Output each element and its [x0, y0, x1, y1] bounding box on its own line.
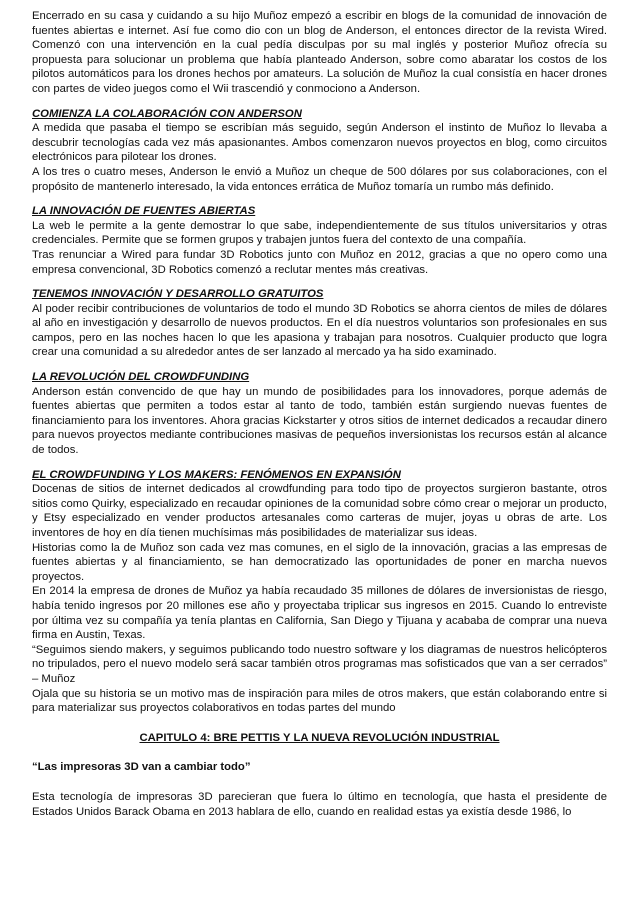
section-paragraph: La web le permite a la gente demostrar lo que sabe, independientemente de sus títulos universitarios y otras credenciales. Permite que se formen grupos y trabajen juntos fuera del contexto de una compañía. — [32, 219, 607, 247]
section-paragraph: Anderson están convencido de que hay un mundo de posibilidades para los innovadores, porque además de fuentes abiertas que permiten a todos estar al tanto de todo, también están surgiendo nuevas fuentes de financiamiento para los inventores. Ahora gracias Kickstarter y otros sitios de internet dedicados a recaudar dinero para nuevos proyectos mediante contribuciones masivas de pequeños inversionistas los recursos están al alcance de todos. — [32, 385, 607, 457]
chapter-paragraph: Esta tecnología de impresoras 3D parecieran que fuera lo último en tecnología, que hasta el presidente de Estados Unidos Barack Obama en 2013 hablara de ello, cuando en realidad estas ya existía desde 1986, lo — [32, 790, 607, 818]
section-paragraph: A los tres o cuatro meses, Anderson le envió a Muñoz un cheque de 500 dólares por sus colaboraciones, con el propósito de mantenerlo interesado, la vida entonces errática de Muñoz tomaría un rumbo más definido. — [32, 165, 607, 193]
spacer — [32, 458, 607, 468]
spacer — [32, 97, 607, 107]
section-heading-colaboracion: COMIENZA LA COLABORACIÓN CON ANDERSON — [32, 107, 302, 120]
spacer — [32, 194, 607, 204]
section-heading-fuentes-abiertas: LA INNOVACIÓN DE FUENTES ABIERTAS — [32, 205, 256, 218]
spacer — [32, 716, 607, 731]
section-paragraph: Tras renunciar a Wired para fundar 3D Robotics junto con Muñoz en 2012, gracias a que no opero como una empresa convencional, 3D Robotics comenzó a reclutar mentes más creativas. — [32, 248, 607, 276]
section-heading-makers: EL CROWDFUNDING Y LOS MAKERS: FENÓMENOS EN EXPANSIÓN — [32, 468, 401, 481]
section-heading-innovacion-gratuita: TENEMOS INNOVACIÓN Y DESARROLLO GRATUITOS — [32, 288, 324, 301]
section-heading-crowdfunding: LA REVOLUCIÓN DEL CROWDFUNDING — [32, 371, 250, 384]
section-paragraph: Historias como la de Muñoz son cada vez mas comunes, en el siglo de la innovación, gracias a las empresas de fuentes abiertas y al financiamiento, se han democratizado las oportunidades de poner en marcha nuevos proyectos. — [32, 541, 607, 583]
spacer — [32, 745, 607, 760]
chapter-title: CAPITULO 4: BRE PETTIS Y LA NUEVA REVOLUCIÓN INDUSTRIAL — [139, 731, 500, 744]
intro-paragraph: Encerrado en su casa y cuidando a su hijo Muñoz empezó a escribir en blogs de la comunidad de innovación de fuentes abiertas e internet. Así fue como dio con un blog de Anderson, el entonces director de la revista Wired. Comenzó con una intervención en la cual pedía disculpas por su mal inglés y posterior Muñoz ofrecía su propuesta para solucionar un problema que había planteado Anderson, sobre como abaratar los costos de los pilotos automáticos para los drones hechos por amateurs. La solución de Muñoz la cual consistía en hacer drones con partes de video juegos como el Wii trascendió y conmociono a Anderson. — [32, 10, 607, 95]
spacer — [32, 775, 607, 790]
section-paragraph: Al poder recibir contribuciones de voluntarios de todo el mundo 3D Robotics se ahorra cientos de miles de dólares al año en investigación y desarrollo de nuevos productos. En el día nuestros voluntarios son profesionales en sus campos, pero en las noches hacen lo que les apasiona y trabajan para nosotros. Cualquier producto que logra crear una comunidad a su alrededor antes de ser lanzado al mercado ya ha sido examinado. — [32, 302, 607, 359]
spacer — [32, 277, 607, 287]
chapter-quote: “Las impresoras 3D van a cambiar todo” — [32, 761, 251, 774]
section-paragraph: En 2014 la empresa de drones de Muñoz ya había recaudado 35 millones de dólares de inversionistas de riesgo, había tenido ingresos por 20 millones ese año y proyectaba triplicar sus ingresos en 2015. Cuando lo entreviste por última vez su compañía ya tenía plantas en California, San Diego y Tijuana y acababa de comprar una nueva firma en Austin, Texas. — [32, 585, 607, 642]
section-paragraph: Ojala que su historia se un motivo mas de inspiración para miles de otros makers, que están colaborando entre si para materializar sus proyectos colaborativos en todas partes del mundo — [32, 687, 607, 715]
document-page — [32, 9, 607, 819]
section-paragraph: “Seguimos siendo makers, y seguimos publicando todo nuestro software y los diagramas de nuestros helicópteros no tripulados, pero el nuevo modelo será sacar también otros programas mas sofisticados que van a ser cerrados” – Muñoz — [32, 643, 607, 685]
section-paragraph: Docenas de sitios de internet dedicados al crowdfunding para todo tipo de proyectos surgieron bastante, otros sitios como Quirky, especializado en recaudar opiniones de la comunidad sobre cómo crear o mejorar un producto, y Etsy especializado en vender productos artesanales como carteras de mujer, joyas u obras de arte. Los inventores de hoy en día tienen muchísimas más posibilidades de materializar sus ideas. — [32, 483, 607, 539]
spacer — [32, 360, 607, 370]
section-paragraph: A medida que pasaba el tiempo se escribían más seguido, según Anderson el instinto de Muñoz lo llevaba a descubrir tecnologías cada vez más apasionantes. Ambos comenzaron nuevos proyectos en blog, como circuitos electrónicos para pilotear los drones. — [32, 122, 607, 164]
